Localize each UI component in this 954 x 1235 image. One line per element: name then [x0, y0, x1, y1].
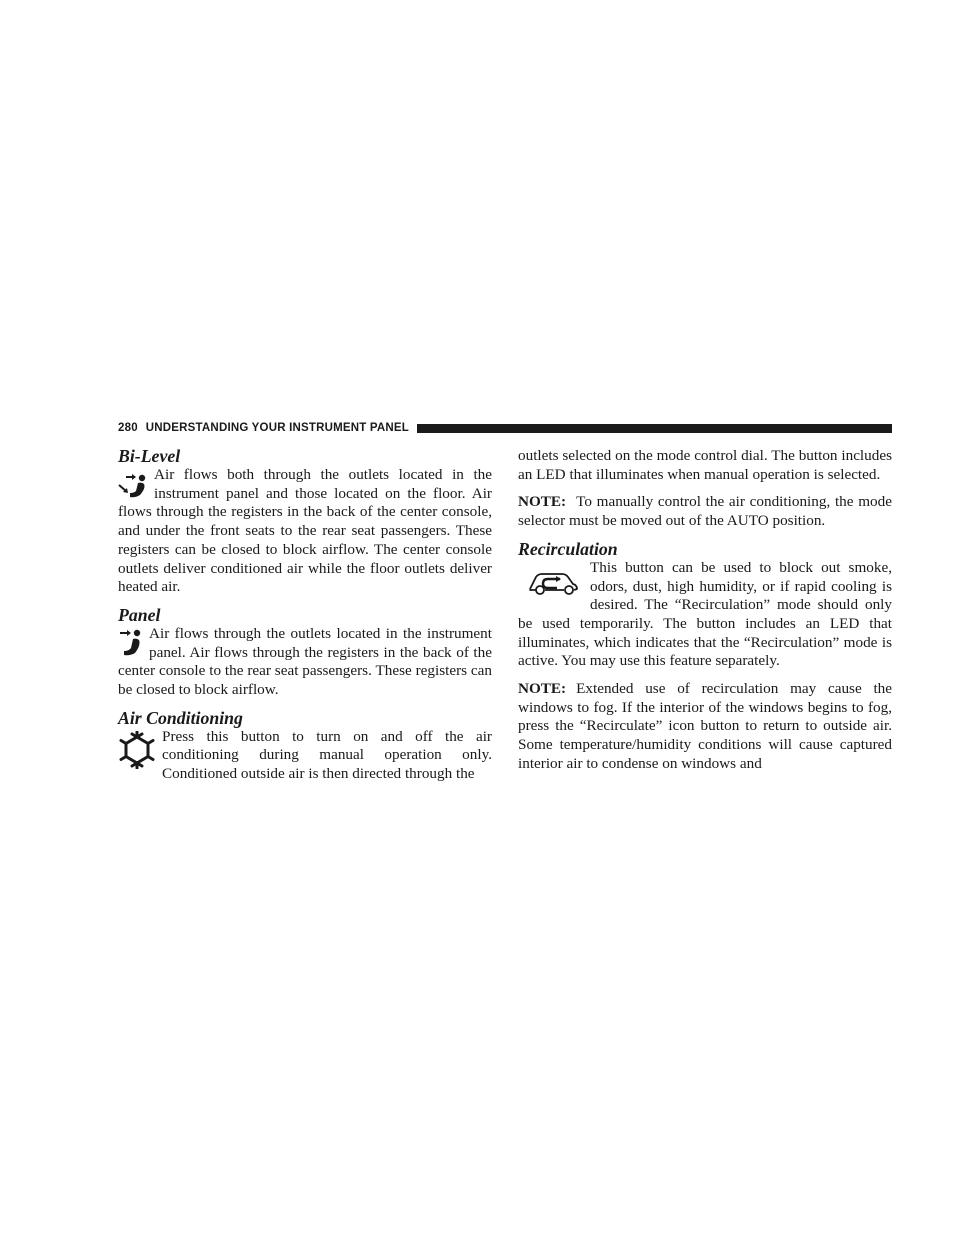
header-rule: [417, 424, 892, 433]
note-text-2: Extended use of recirculation may cause the windows to fog. If the interior of the windows begins to fog, press the “Recirculate” icon button to return to outside air. Some temperature/humidity conditions will cause captured interior air to condense on windows and: [518, 680, 892, 772]
bi-level-section: [118, 447, 492, 597]
bi-level-heading: Bi-Level: [118, 446, 181, 466]
air-conditioning-heading: Air Conditioning: [118, 707, 243, 728]
section-title: UNDERSTANDING YOUR INSTRUMENT PANEL: [145, 422, 409, 434]
bi-level-vent-icon: [118, 474, 150, 500]
air-conditioning-text: Press this button to turn on and off the air conditioning during manual operation only. Conditioned outside air is then directed through the: [162, 727, 492, 783]
note-text-1: To manually control the air conditioning, the mode selector must be moved out of the AUTO position.: [518, 493, 892, 530]
right-column: [518, 447, 892, 774]
recirculation-heading: Recirculation: [518, 538, 618, 559]
note-paragraph-1: [518, 493, 892, 530]
page-number: 280: [118, 422, 138, 434]
note-paragraph-2: [518, 680, 892, 774]
page-header: [118, 420, 892, 436]
note-label-1: NOTE:: [518, 493, 567, 511]
left-column: [118, 447, 492, 793]
snowflake-icon: [118, 731, 156, 769]
panel-vent-icon: [118, 628, 144, 658]
panel-section: [118, 606, 492, 700]
recirculation-text: This button can be used to block out smoke, odors, dust, high humidity, or if rapid cooling is desired. The “Recirculation” mode should only be used temporarily. The button includes an LED that illuminates, which indicates that the “Recirculation” mode is active. You may use this feature separately.: [518, 558, 892, 670]
panel-heading: Panel: [118, 604, 161, 625]
recirculation-car-icon: [524, 563, 582, 601]
continuation-text: outlets selected on the mode control dial. The button includes an LED that illuminates when manual operation is selected.: [518, 447, 892, 483]
recirculation-section: [518, 540, 892, 671]
note-label-2: NOTE:: [518, 680, 567, 698]
panel-text: Air flows through the outlets located in the instrument panel. Air flows through the registers in the back of the center console to the rear seat passengers. These registers can be closed to block airflow.: [118, 624, 492, 699]
bi-level-text: Air flows both through the outlets located in the instrument panel and those located on the floor. Air flows through the registers in the back of the center console, and under the front seats to the rear seat passengers. These registers can be closed to block airflow. The center console outlets deliver conditioned air while the floor outlets deliver heated air.: [118, 466, 492, 596]
air-conditioning-section: [118, 709, 492, 784]
